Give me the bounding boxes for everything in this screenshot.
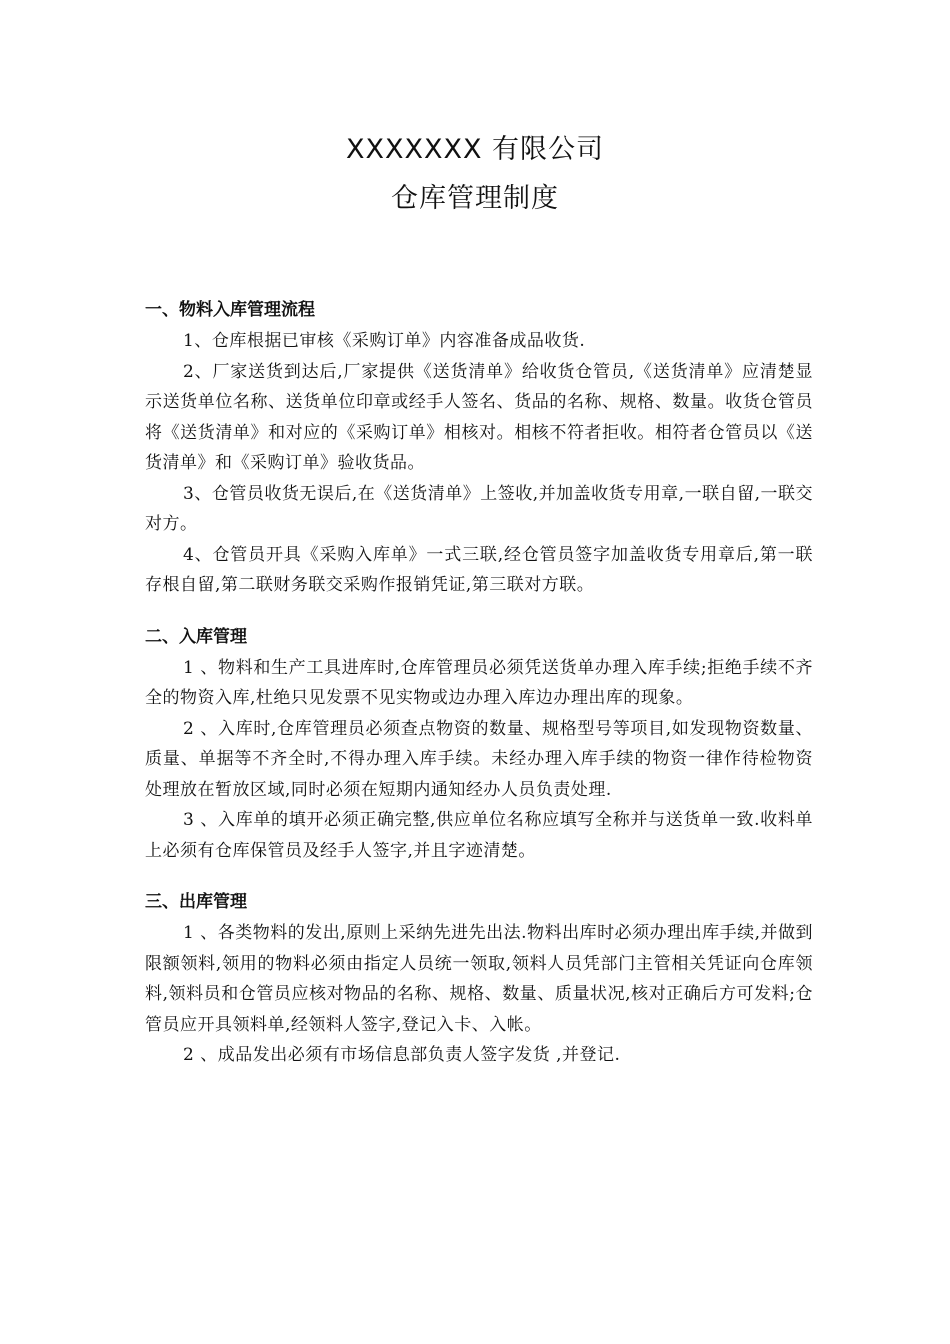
section-heading: 三、出库管理: [145, 892, 247, 912]
paragraph: 2 、成品发出必须有市场信息部负责人签字发货 ,并登记.: [183, 1045, 621, 1065]
section-inbound-management: [145, 621, 813, 867]
section-inbound-process: [145, 294, 813, 601]
paragraph: 1 、各类物料的发出,原则上采纳先进先出法.物料出库时必须办理出库手续,并做到限额领料,领用的物料必须由指定人员统一领取,领料人员凭部门主管相关凭证向仓库领料,领料员和仓管员应核对物品的名称、规格、数量、质量状况,核对正确后方可发料;仓管员应开具领料单,经领料人签字,登记入卡、入帐。: [145, 923, 813, 1035]
section-heading: 一、物料入库管理流程: [145, 300, 315, 320]
document-body: [145, 294, 813, 1071]
paragraph: 1、仓库根据已审核《采购订单》内容准备成品收货.: [183, 331, 586, 351]
paragraph: 2、厂家送货到达后,厂家提供《送货清单》给收货仓管员,《送货清单》应清楚显示送货单位名称、送货单位印章或经手人签名、货品的名称、规格、数量。收货仓管员将《送货清单》和对应的《采购订单》相核对。相核不符者拒收。相符者仓管员以《送货清单》和《采购订单》验收货品。: [145, 361, 813, 473]
company-title: XXXXXXX 有限公司: [345, 134, 605, 165]
paragraph: 2 、入库时,仓库管理员必须查点物资的数量、规格型号等项目,如发现物资数量、质量、单据等不齐全时,不得办理入库手续。未经办理入库手续的物资一律作待检物资处理放在暂放区域,同时必须在短期内通知经办人员负责处理.: [145, 718, 813, 800]
paragraph: 4、仓管员开具《采购入库单》一式三联,经仓管员签字加盖收货专用章后,第一联存根自留,第二联财务联交采购作报销凭证,第三联对方联。: [145, 544, 813, 595]
paragraph: 3 、入库单的填开必须正确完整,供应单位名称应填写全称并与送货单一致.收料单上必须有仓库保管员及经手人签字,并且字迹清楚。: [145, 810, 813, 861]
section-heading: 二、入库管理: [145, 626, 247, 647]
paragraph: 1 、物料和生产工具进库时,仓库管理员必须凭送货单办理入库手续;拒绝手续不齐全的物资入库,杜绝只见发票不见实物或边办理入库边办理出库的现象。: [145, 657, 813, 708]
document-title: 仓库管理制度: [391, 183, 559, 214]
paragraph: 3、仓管员收货无误后,在《送货清单》上签收,并加盖收货专用章,一联自留,一联交对方。: [145, 483, 813, 534]
section-outbound-management: [145, 886, 813, 1071]
